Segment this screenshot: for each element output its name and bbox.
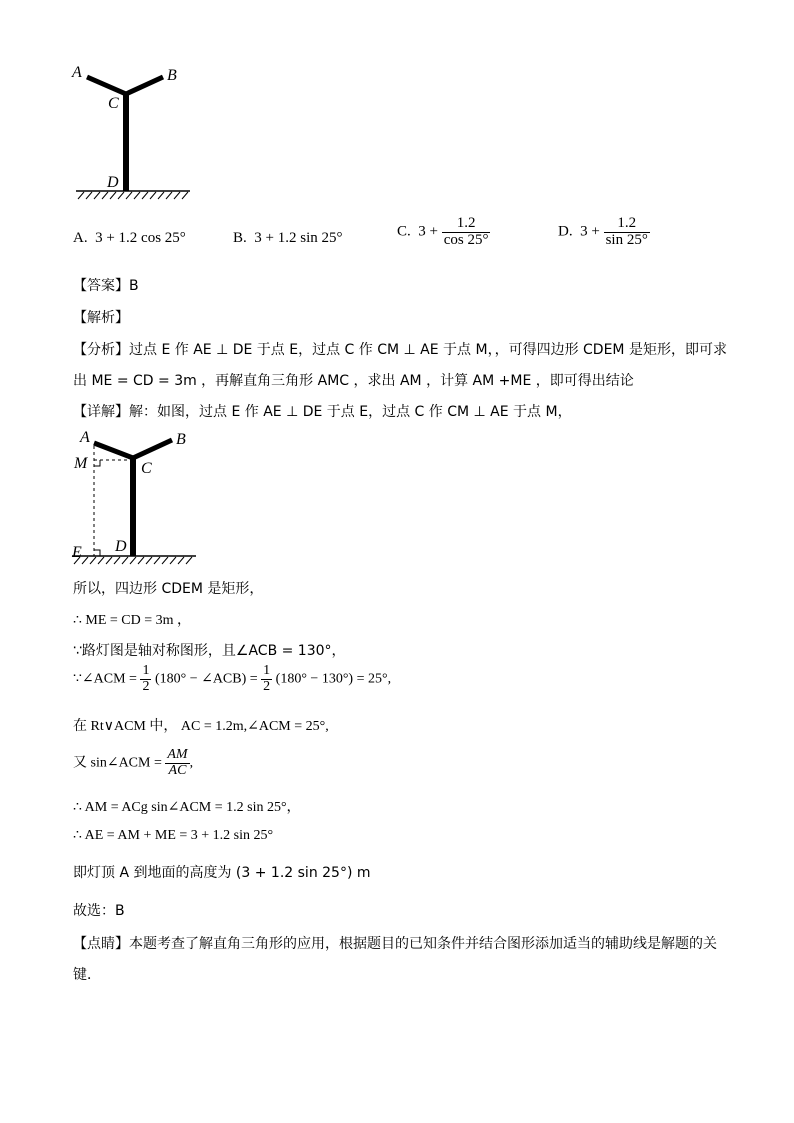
answer-tag: 【答案】	[73, 278, 129, 294]
lamp-figure-2	[68, 426, 203, 566]
answer-line	[73, 275, 139, 295]
step-5: 在 Rt∨ACM 中， AC = 1.2m,∠ACM = 25°,	[73, 719, 329, 734]
ground-hatching	[78, 192, 188, 199]
label-E: E	[72, 544, 82, 561]
answer-value: B	[129, 278, 139, 294]
fenxi-tag: 【分析】	[73, 342, 129, 358]
label-C: C	[108, 95, 119, 112]
ground-hatching	[74, 557, 192, 564]
fenxi-line-2: 出 ME = CD = 3m ，再解直角三角形 AMC ，求出 AM ，计算 AM +ME ，即可得出结论	[73, 373, 634, 389]
label-B: B	[176, 431, 186, 448]
label-A: A	[72, 64, 82, 81]
lamp-arm-left	[94, 443, 133, 458]
dianjing-line-1: 【点睛】本题考查了解直角三角形的应用，根据题目的已知条件并结合图形添加适当的辅助线是解题的关	[73, 936, 717, 952]
label-C: C	[141, 460, 152, 477]
lamp-arm-right	[126, 77, 163, 94]
step-1: 所以，四边形 CDEM 是矩形，	[73, 581, 264, 597]
label-B: B	[167, 67, 177, 84]
step-3: ∵路灯图是轴对称图形，且∠ACB = 130°，	[73, 643, 346, 659]
step-2: ∴ ME = CD = 3m ，	[73, 613, 192, 628]
right-angle-M	[94, 460, 100, 466]
label-M: M	[74, 455, 88, 472]
lamp-arm-left	[87, 77, 126, 94]
dianjing-line-2: 键．	[73, 967, 101, 983]
step-10: 故选：B	[73, 903, 125, 919]
lamp-figure-1	[70, 60, 200, 200]
label-D: D	[107, 174, 119, 191]
fenxi-line-1: 【分析】过点 E 作 AE ⊥ DE 于点 E，过点 C 作 CM ⊥ AE 于点 M，，可得四边形 CDEM 是矩形，即可求	[73, 342, 727, 358]
option-b: B. 3 + 1.2 sin 25°	[233, 230, 343, 246]
lamp-arm-right	[133, 440, 172, 458]
option-a: A. 3 + 1.2 cos 25°	[73, 230, 186, 246]
step-9: 即灯顶 A 到地面的高度为 (3 + 1.2 sin 25°) m	[73, 865, 371, 881]
label-A: A	[80, 429, 90, 446]
xiangjie-line: 【详解】解：如图，过点 E 作 AE ⊥ DE 于点 E，过点 C 作 CM ⊥ AE 于点 M，	[73, 404, 572, 420]
option-d: D. 3 + $\frac{1.2}{\sin 25^\circ}$	[558, 215, 648, 248]
analysis-tag: 【解析】	[73, 310, 129, 326]
option-c: C. 3 + $\frac{1.2}{\cos 25^\circ}$	[397, 215, 489, 248]
step-7: ∴ AM = ACg sin∠ACM = 1.2 sin 25°，	[73, 800, 301, 815]
step-4: ∵∠ACM = $\frac{1}{2}$ (180° − ∠ACB) = $\frac{1}{2}$ (180° − 130°) = 25°,	[73, 663, 392, 694]
dianjing-tag: 【点睛】	[73, 936, 129, 952]
step-8: ∴ AE = AM + ME = 3 + 1.2 sin 25°	[73, 828, 274, 843]
xiangjie-tag: 【详解】	[73, 404, 129, 420]
label-D: D	[115, 538, 127, 555]
right-angle-E	[94, 550, 100, 556]
step-6: 又 sin∠ACM = $\frac{AM}{AC}$ ,	[73, 747, 194, 778]
